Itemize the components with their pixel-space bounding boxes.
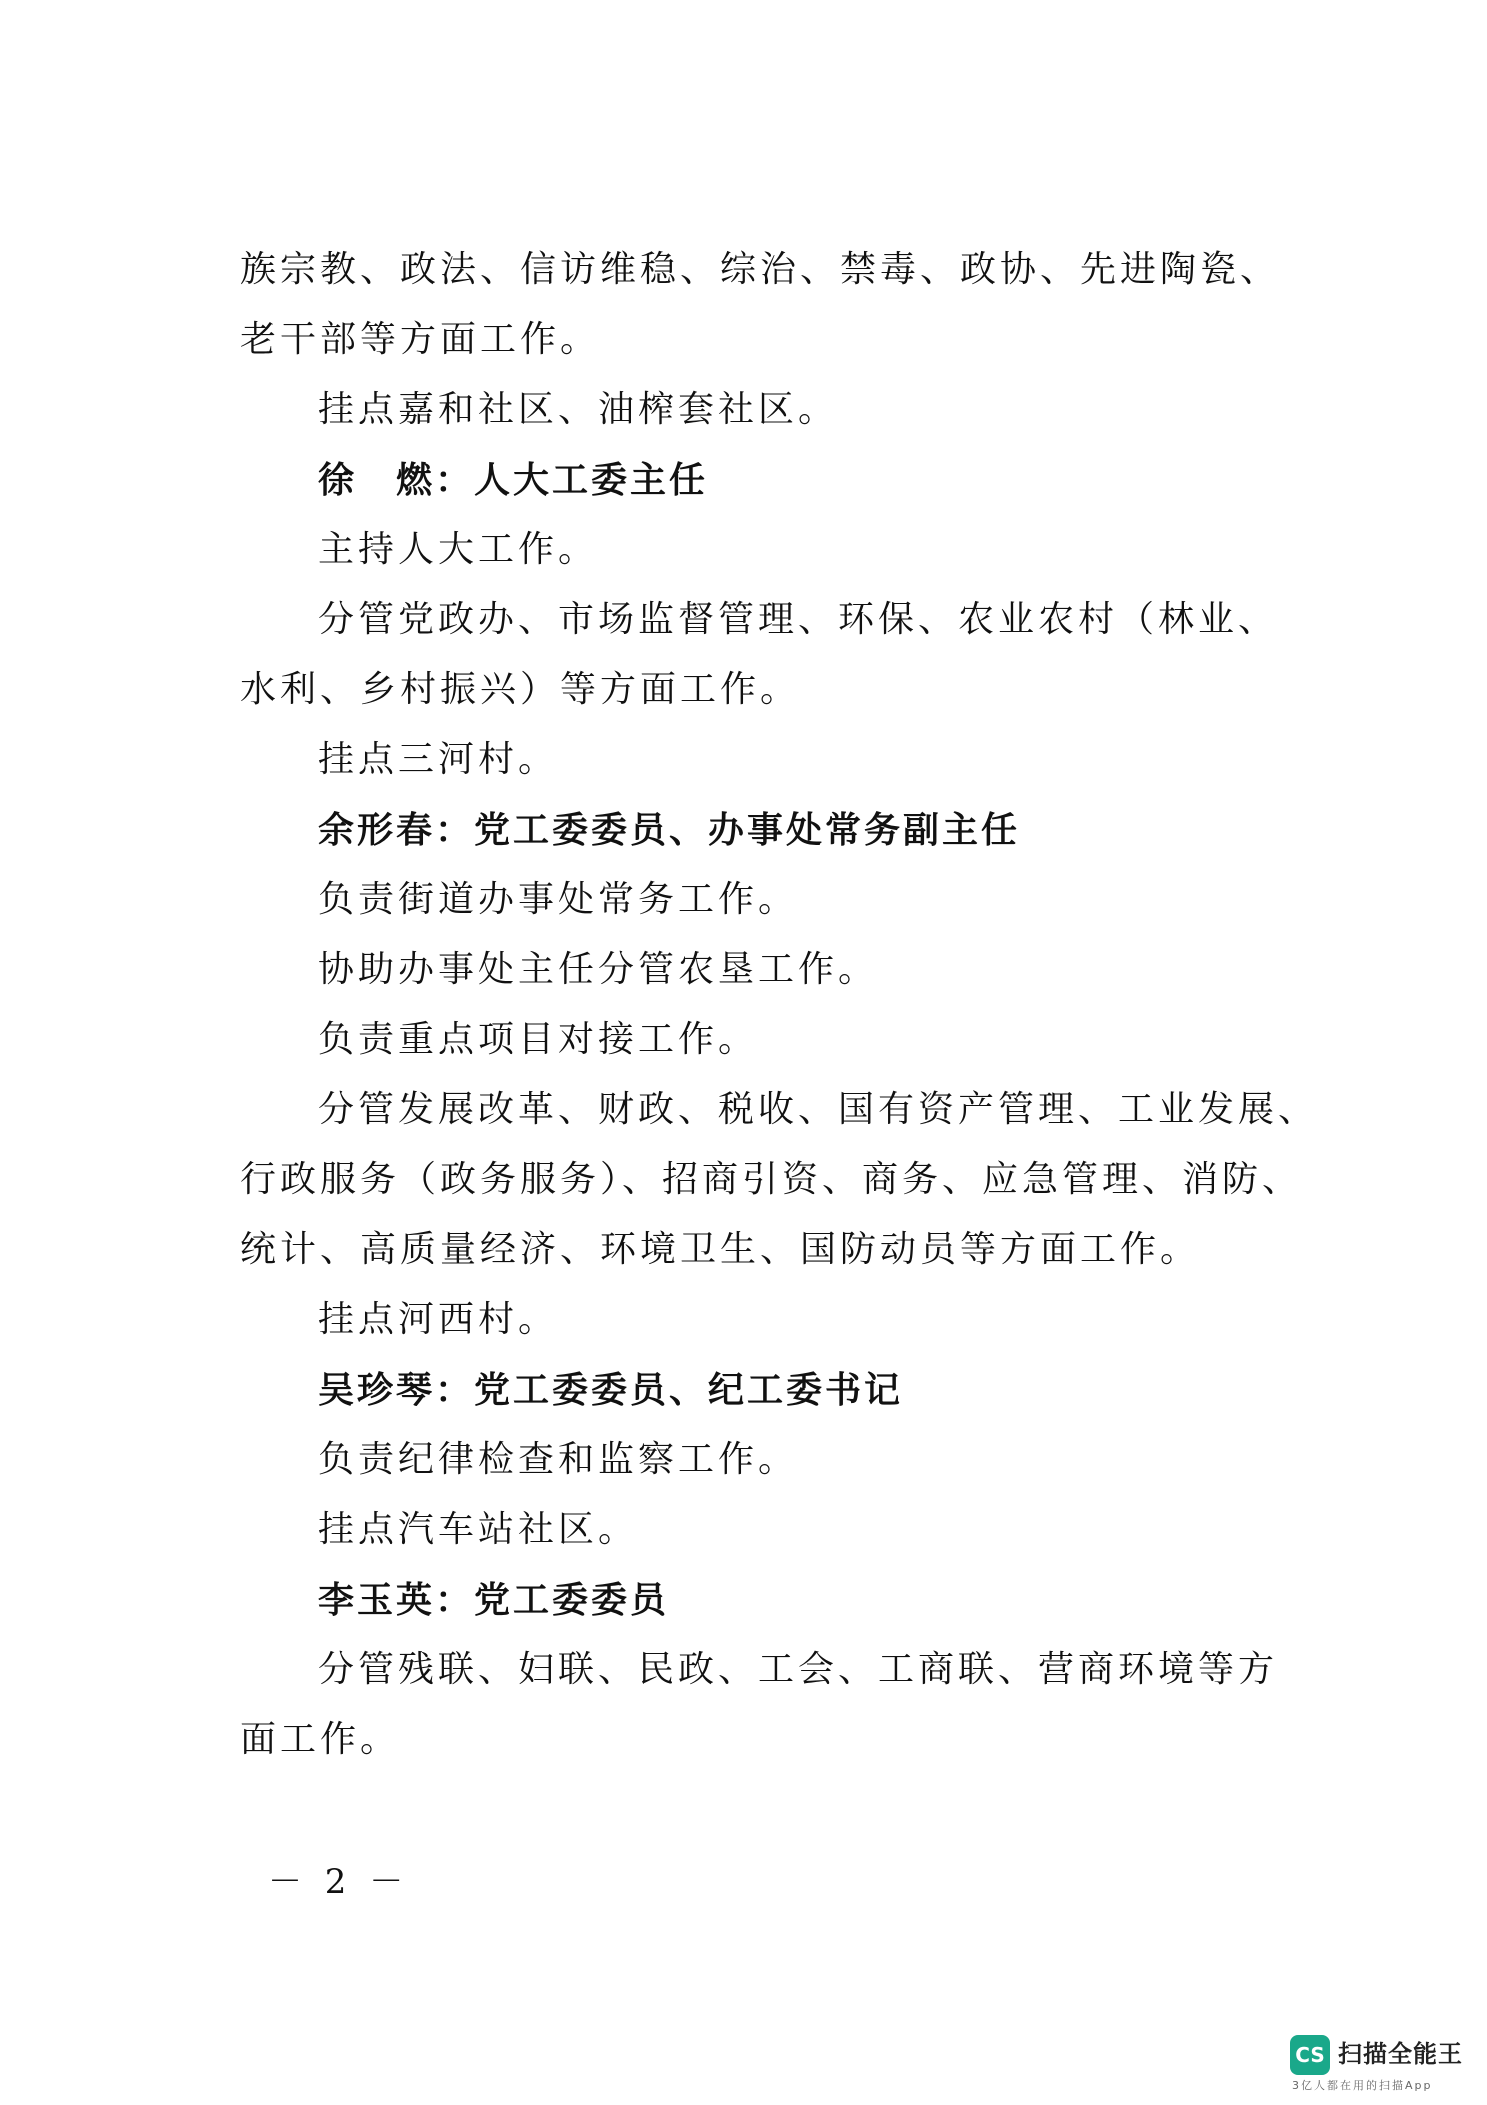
person-heading: 余形春：党工委委员、办事处常务副主任 — [318, 809, 1021, 851]
text-line: 分管党政办、市场监督管理、环保、农业农村（林业、 — [318, 599, 1279, 640]
text-line: 行政服务（政务服务）、招商引资、商务、应急管理、消防、 — [240, 1159, 1303, 1200]
text-line: 老干部等方面工作。 — [240, 319, 601, 360]
person-heading: 吴珍琴：党工委委员、纪工委书记 — [318, 1369, 904, 1411]
text-line: 挂点三河村。 — [318, 739, 559, 780]
watermark-app-name: 扫描全能王 — [1338, 2040, 1463, 2068]
text-line: 挂点嘉和社区、油榨套社区。 — [318, 389, 839, 430]
text-line: 水利、乡村振兴）等方面工作。 — [240, 669, 801, 710]
person-heading: 李玉英：党工委委员 — [318, 1579, 670, 1621]
text-line: 分管残联、妇联、民政、工会、工商联、营商环境等方 — [318, 1649, 1279, 1690]
text-line: 协助办事处主任分管农垦工作。 — [318, 949, 879, 990]
text-line: 负责纪律检查和监察工作。 — [318, 1439, 799, 1480]
text-line: 挂点河西村。 — [318, 1299, 559, 1340]
scanner-watermark — [1290, 2035, 1470, 2095]
text-line: 面工作。 — [240, 1719, 401, 1760]
text-line: 分管发展改革、财政、税收、国有资产管理、工业发展、 — [318, 1089, 1319, 1130]
person-heading: 徐 燃：人大工委主任 — [318, 459, 709, 501]
text-line: 挂点汽车站社区。 — [318, 1509, 639, 1550]
page-number: － 2 － — [268, 1862, 410, 1902]
text-line: 统计、高质量经济、环境卫生、国防动员等方面工作。 — [240, 1229, 1201, 1270]
text-line: 负责重点项目对接工作。 — [318, 1019, 759, 1060]
text-line: 负责街道办事处常务工作。 — [318, 879, 799, 920]
watermark-tagline: 3亿人都在用的扫描App — [1292, 2079, 1433, 2092]
text-line: 主持人大工作。 — [318, 529, 599, 570]
camscanner-logo-icon: CS — [1290, 2035, 1330, 2075]
text-line: 族宗教、政法、信访维稳、综治、禁毒、政协、先进陶瓷、 — [240, 249, 1281, 290]
